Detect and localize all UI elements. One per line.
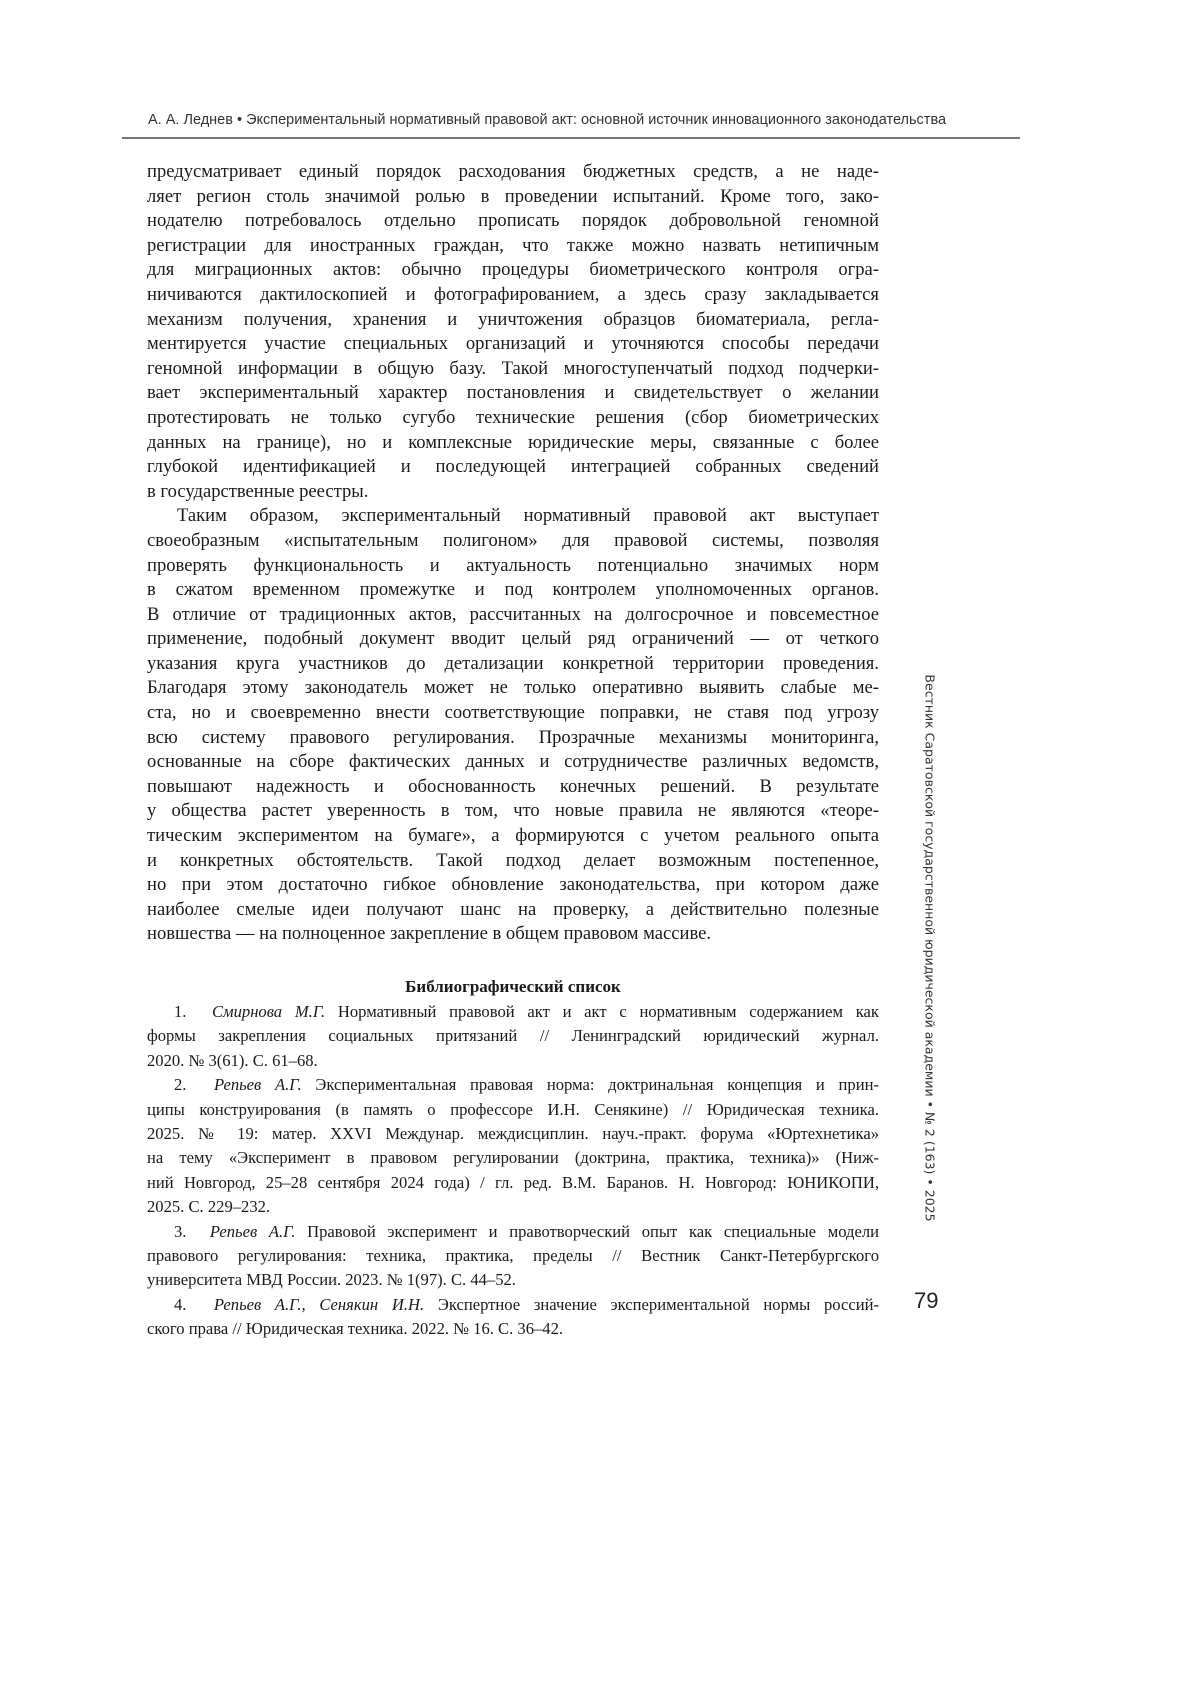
text-line: применение, подобный документ вводит целый ряд ограничений — от четкого	[147, 628, 879, 650]
reference-item	[147, 1220, 879, 1293]
reference-line: 2020. № 3(61). С. 61–68.	[147, 1050, 318, 1070]
text-line: ста, но и своевременно внести соответствующие поправки, не ставя под угрозу	[147, 702, 879, 724]
text-line: протестировать не только сугубо технические решения (сбор биометрических	[147, 406, 879, 428]
text-line: ляет регион столь значимой ролью в проведении испытаний. Кроме того, зако-	[147, 185, 879, 207]
text-line: ничиваются дактилоскопией и фотографированием, а здесь сразу закладывается	[147, 283, 879, 305]
text-line: всю систему правового регулирования. Прозрачные механизмы мониторинга,	[147, 726, 879, 748]
text-line: ментируется участие специальных организаций и уточняются способы передачи	[147, 333, 879, 355]
text-line: своеобразным «испытательным полигоном» для правовой системы, позволяя	[147, 529, 879, 551]
text-line: механизм получения, хранения и уничтожения образцов биоматериала, регла-	[147, 308, 879, 330]
text-line: В отличие от традиционных актов, рассчитанных на долгосрочное и повсеместное	[147, 603, 879, 625]
reference-author: Смирнова М.Г.	[211, 1002, 326, 1021]
reference-number: 2.	[174, 1075, 187, 1095]
reference-line: на тему «Эксперимент в правовом регулировании (доктрина, практика, техника)» (Ниж-	[147, 1148, 879, 1168]
reference-line: ний Новгород, 25–28 сентября 2024 года) / гл. ред. В.М. Баранов. Н. Новгород: ЮНИКОПИ,	[147, 1172, 879, 1192]
text-line: у общества растет уверенность в том, что новые правила не являются «теоре-	[147, 800, 879, 822]
page-number: 79	[914, 1288, 939, 1313]
text-line: для миграционных актов: обычно процедуры биометрического контроля огра-	[147, 259, 879, 281]
body-text	[147, 160, 879, 947]
text-line: данных на границе), но и комплексные юридические меры, связанные с более	[147, 431, 879, 453]
text-line: вает экспериментальный характер постановления и свидетельствует о желании	[147, 382, 879, 404]
text-line: повышают надежность и обоснованность конечных решений. В результате	[147, 775, 879, 797]
text-line: геномной информации в общую базу. Такой многоступенчатый подход подчерки-	[147, 357, 879, 379]
reference-number: 3.	[174, 1221, 187, 1241]
reference-line: 2025. С. 229–232.	[147, 1197, 271, 1217]
text-line: основанные на сборе фактических данных и сотрудничестве различных ведомств,	[147, 751, 879, 773]
paragraph	[147, 160, 879, 504]
reference-author: Репьев А.Г.	[213, 1075, 302, 1095]
reference-line	[147, 1293, 879, 1317]
reference-text: Правовой эксперимент и правотворческий опыт как специальные модели	[307, 1221, 879, 1241]
text-line: указания круга участников до детализации конкретной территории проведения.	[147, 652, 879, 674]
header-rule	[122, 137, 1020, 139]
reference-line	[147, 1220, 879, 1244]
text-line: новшества — на полноценное закрепление в общем правовом массиве.	[147, 923, 712, 945]
text-line: глубокой идентификацией и последующей интеграцией собранных сведений	[147, 456, 879, 478]
text-line: но при этом достаточно гибкое обновление законодательства, при котором даже	[147, 874, 879, 896]
reference-line: ского права // Юридическая техника. 2022. № 16. С. 36–42.	[147, 1319, 564, 1339]
reference-author: Репьев А.Г.	[209, 1221, 296, 1241]
reference-number: 1.	[174, 1002, 187, 1021]
bibliography-list	[147, 1000, 879, 1341]
reference-text: Экспертное значение экспериментальной нормы россий-	[437, 1294, 880, 1314]
text-line: тическим экспериментом на бумаге», а формируются с учетом реального опыта	[147, 825, 879, 847]
text-line: регистрации для иностранных граждан, что также можно назвать нетипичным	[147, 234, 879, 256]
reference-item	[147, 1293, 879, 1342]
text-line: наиболее смелые идеи получают шанс на проверку, а действительно полезные	[147, 898, 879, 920]
reference-line: ципы конструирования (в память о профессоре И.Н. Сенякине) // Юридическая техника.	[147, 1099, 879, 1119]
reference-text: Экспериментальная правовая норма: доктринальная концепция и прин-	[315, 1075, 879, 1095]
reference-text: Нормативный правовой акт и акт с нормативным содержанием как	[337, 1002, 879, 1021]
reference-line	[147, 1073, 879, 1097]
text-line: Таким образом, экспериментальный нормативный правовой акт выступает	[177, 505, 879, 527]
text-line: Благодаря этому законодатель может не только оперативно выявить слабые ме-	[147, 677, 879, 699]
paragraph	[147, 504, 879, 947]
text-line: в сжатом временном промежутке и под контролем уполномоченных органов.	[147, 579, 879, 601]
reference-line: университета МВД России. 2023. № 1(97). С. 44–52.	[147, 1270, 516, 1290]
reference-item	[147, 1000, 879, 1073]
reference-line: формы закрепления социальных притязаний // Ленинградский юридический журнал.	[147, 1026, 879, 1046]
reference-item	[147, 1073, 879, 1219]
text-line: проверять функциональность и актуальность потенциально значимых норм	[147, 554, 879, 576]
text-line: предусматривает единый порядок расходования бюджетных средств, а не наде-	[147, 161, 879, 182]
reference-line: правового регулирования: техника, практика, пределы // Вестник Санкт-Петербургского	[147, 1245, 879, 1265]
reference-author: Репьев А.Г., Сенякин И.Н.	[213, 1294, 425, 1314]
running-head: А. А. Леднев • Экспериментальный нормативный правовой акт: основной источник инновационного законодательства	[148, 112, 947, 128]
text-line: нодателю потребовалось отдельно прописать порядок добровольной геномной	[147, 210, 879, 232]
reference-line: 2025. № 19: матер. XXVI Междунар. междисциплин. науч.-практ. форума «Юртехнетика»	[147, 1123, 879, 1143]
journal-side-title: Вестник Саратовской государственной юридической академии • № 2 (163) • 2025	[922, 674, 938, 1222]
bibliography-title: Библиографический список	[405, 977, 621, 996]
reference-number: 4.	[174, 1294, 187, 1314]
reference-line	[147, 1000, 879, 1024]
text-line: и конкретных обстоятельств. Такой подход делает возможным постепенное,	[147, 849, 879, 871]
text-line: в государственные реестры.	[147, 480, 369, 502]
